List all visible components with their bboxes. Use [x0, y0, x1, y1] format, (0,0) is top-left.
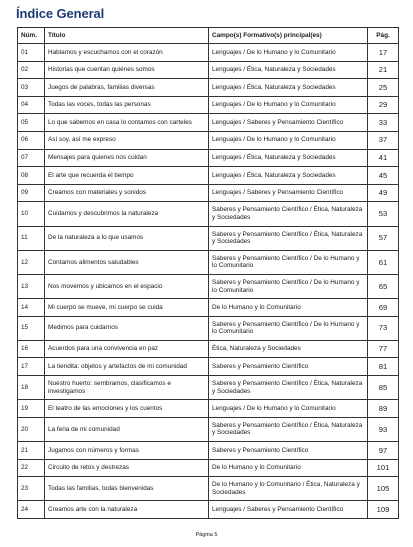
row-title: Todas las voces, todas las personas — [45, 96, 209, 114]
row-page: 49 — [368, 184, 399, 202]
row-number: 19 — [18, 400, 45, 418]
table-row — [18, 442, 399, 460]
row-number: 09 — [18, 184, 45, 202]
row-field: De lo Humano y lo Comunitario — [209, 299, 368, 317]
header-num: Núm. — [18, 28, 45, 44]
row-title: El teatro de las emociones y los cuentos — [45, 400, 209, 418]
row-page: 97 — [368, 442, 399, 460]
row-title: Hablamos y escuchamos con el corazón — [45, 44, 209, 62]
table-row — [18, 167, 399, 185]
row-field: Saberes y Pensamiento Científico — [209, 442, 368, 460]
row-title: Juegos de palabras, familias diversas — [45, 79, 209, 97]
row-page: 101 — [368, 459, 399, 477]
row-title: Creamos arte con la naturaleza — [45, 501, 209, 519]
row-field: Lenguajes / De lo Humano y lo Comunitario — [209, 400, 368, 418]
row-page: 85 — [368, 376, 399, 400]
row-field: Lenguajes / Saberes y Pensamiento Científico — [209, 114, 368, 132]
row-number: 23 — [18, 477, 45, 501]
table-row — [18, 316, 399, 340]
row-number: 06 — [18, 131, 45, 149]
row-number: 17 — [18, 358, 45, 376]
table-row — [18, 376, 399, 400]
row-title: Historias que cuentan quiénes somos — [45, 61, 209, 79]
index-table — [17, 27, 399, 519]
row-title: Circuito de retos y destrezas — [45, 459, 209, 477]
row-page: 21 — [368, 61, 399, 79]
row-page: 57 — [368, 226, 399, 250]
row-page: 17 — [368, 44, 399, 62]
row-number: 07 — [18, 149, 45, 167]
table-row — [18, 400, 399, 418]
header-title: Título — [45, 28, 209, 44]
row-field: Saberes y Pensamiento Científico / Ética, Naturaleza y Sociedades — [209, 202, 368, 226]
row-field: Saberes y Pensamiento Científico / Ética, Naturaleza y Sociedades — [209, 417, 368, 441]
row-field: Saberes y Pensamiento Científico / De lo Humano y lo Comunitario — [209, 250, 368, 274]
table-header — [18, 28, 399, 44]
table-row — [18, 79, 399, 97]
row-title: Mi cuerpo se mueve, mi cuerpo se cuida — [45, 299, 209, 317]
row-field: De lo Humano y lo Comunitario / Ética, Naturaleza y Sociedades — [209, 477, 368, 501]
row-number: 02 — [18, 61, 45, 79]
row-field: Lenguajes / Ética, Naturaleza y Sociedades — [209, 149, 368, 167]
row-page: 89 — [368, 400, 399, 418]
row-number: 21 — [18, 442, 45, 460]
row-field: Saberes y Pensamiento Científico / Ética, Naturaleza y Sociedades — [209, 376, 368, 400]
row-title: Medimos para cuidarnos — [45, 316, 209, 340]
row-title: Jugamos con números y formas — [45, 442, 209, 460]
row-field: Lenguajes / Saberes y Pensamiento Científico — [209, 501, 368, 519]
row-number: 04 — [18, 96, 45, 114]
row-page: 81 — [368, 358, 399, 376]
table-row — [18, 340, 399, 358]
table-row — [18, 61, 399, 79]
row-field: Saberes y Pensamiento Científico / Ética, Naturaleza y Sociedades — [209, 226, 368, 250]
row-page: 33 — [368, 114, 399, 132]
row-page: 77 — [368, 340, 399, 358]
row-page: 109 — [368, 501, 399, 519]
row-field: Lenguajes / Ética, Naturaleza y Sociedades — [209, 167, 368, 185]
table-row — [18, 459, 399, 477]
row-field: Ética, Naturaleza y Sociedades — [209, 340, 368, 358]
row-title: Lo que sabemos en casa lo contamos con carteles — [45, 114, 209, 132]
row-page: 29 — [368, 96, 399, 114]
table-body — [18, 44, 399, 519]
table-row — [18, 44, 399, 62]
row-number: 24 — [18, 501, 45, 519]
row-field: Saberes y Pensamiento Científico / De lo Humano y lo Comunitario — [209, 316, 368, 340]
row-page: 53 — [368, 202, 399, 226]
row-page: 61 — [368, 250, 399, 274]
table-row — [18, 417, 399, 441]
header-page: Pág. — [368, 28, 399, 44]
row-field: Lenguajes / De lo Humano y lo Comunitario — [209, 96, 368, 114]
table-row — [18, 250, 399, 274]
row-field: Lenguajes / De lo Humano y lo Comunitario — [209, 44, 368, 62]
row-number: 10 — [18, 202, 45, 226]
row-field: Lenguajes / Saberes y Pensamiento Científico — [209, 184, 368, 202]
table-row — [18, 184, 399, 202]
row-page: 25 — [368, 79, 399, 97]
row-title: Creamos con materiales y sonidos — [45, 184, 209, 202]
row-title: Cuidamos y descubrimos la naturaleza — [45, 202, 209, 226]
row-page: 105 — [368, 477, 399, 501]
row-number: 14 — [18, 299, 45, 317]
table-row — [18, 477, 399, 501]
table-row — [18, 96, 399, 114]
row-number: 22 — [18, 459, 45, 477]
row-title: Acuerdos para una convivencia en paz — [45, 340, 209, 358]
row-number: 20 — [18, 417, 45, 441]
row-title: Contamos alimentos saludables — [45, 250, 209, 274]
table-row — [18, 226, 399, 250]
row-number: 13 — [18, 274, 45, 298]
page-number: Página 5 — [195, 532, 218, 538]
table-row — [18, 501, 399, 519]
row-page: 65 — [368, 274, 399, 298]
row-title: La tiendita: objetos y artefactos de mi comunidad — [45, 358, 209, 376]
table-row — [18, 358, 399, 376]
row-page: 41 — [368, 149, 399, 167]
table-row — [18, 114, 399, 132]
row-field: Lenguajes / De lo Humano y lo Comunitario — [209, 131, 368, 149]
row-number: 11 — [18, 226, 45, 250]
table-row — [18, 202, 399, 226]
row-title: Nuestro huerto: sembramos, clasificamos e investigamos — [45, 376, 209, 400]
row-number: 08 — [18, 167, 45, 185]
row-number: 16 — [18, 340, 45, 358]
row-number: 15 — [18, 316, 45, 340]
table-row — [18, 131, 399, 149]
row-number: 03 — [18, 79, 45, 97]
row-title: Nos movemos y ubicamos en el espacio — [45, 274, 209, 298]
row-title: Mensajes para quienes nos cuidan — [45, 149, 209, 167]
row-title: Así soy, así me expreso — [45, 131, 209, 149]
row-title: El arte que recuerda el tiempo — [45, 167, 209, 185]
row-page: 37 — [368, 131, 399, 149]
row-field: Lenguajes / Ética, Naturaleza y Sociedades — [209, 79, 368, 97]
row-page: 69 — [368, 299, 399, 317]
row-page: 73 — [368, 316, 399, 340]
row-field: Saberes y Pensamiento Científico / De lo Humano y lo Comunitario — [209, 274, 368, 298]
table-row — [18, 274, 399, 298]
row-number: 01 — [18, 44, 45, 62]
row-number: 18 — [18, 376, 45, 400]
table-row — [18, 149, 399, 167]
row-title: La feria de mi comunidad — [45, 417, 209, 441]
row-number: 05 — [18, 114, 45, 132]
row-title: De la naturaleza a lo que usamos — [45, 226, 209, 250]
row-number: 12 — [18, 250, 45, 274]
row-title: Todas las familias, todas bienvenidas — [45, 477, 209, 501]
page-title: Índice General — [16, 6, 105, 21]
row-field: Lenguajes / Ética, Naturaleza y Sociedades — [209, 61, 368, 79]
row-field: De lo Humano y lo Comunitario — [209, 459, 368, 477]
row-page: 93 — [368, 417, 399, 441]
row-page: 45 — [368, 167, 399, 185]
table-row — [18, 299, 399, 317]
header-field: Campo(s) Formativo(s) principal(es) — [209, 28, 368, 44]
row-field: Saberes y Pensamiento Científico — [209, 358, 368, 376]
